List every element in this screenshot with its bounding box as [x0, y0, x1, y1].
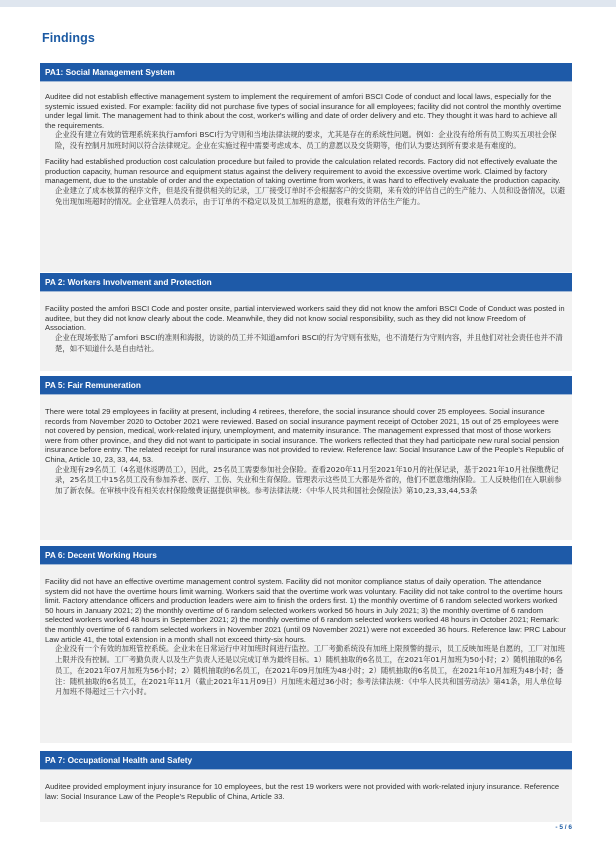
finding-text-en: Facility had established production cost calculation procedure but failed to provide the calculation related records. Factory did not effectively evaluate the production capacity, human resource and equipment status against the delivery requirement to avoid the excessive overtime work. Claimed by factory management, due to the unstable of order and the expectation of taking overtime from workers, it was hard to effectively evaluate the production capacity. — [45, 156, 561, 186]
section-header: PA 6: Decent Working Hours — [40, 546, 572, 565]
section-workers-involvement — [40, 273, 572, 371]
section-social-management-system — [40, 63, 572, 272]
section-occupational-health-safety — [40, 751, 572, 822]
section-body — [40, 395, 572, 540]
section-body — [40, 292, 572, 371]
section-header: PA 5: Fair Remuneration — [40, 376, 572, 395]
top-band — [0, 0, 616, 7]
section-header: PA 7: Occupational Health and Safety — [40, 751, 572, 770]
finding-text-cn: 企业建立了成本核算的程序文件，但是没有提供相关的记录，工厂接受订单时不会根据客户的交货期，来有效的评估自己的生产能力、人员和设备情况，以避免出现加班超时的情况。企业管理人员表示，由于订单的不稳定以及员工加班的意愿，很难有效的评估生产能力。 — [55, 185, 565, 206]
finding-text-cn: 企业没有建立有效的管理系统来执行amfori BSCI行为守则和当地法律法规的要求，尤其是存在的系统性问题。例如：企业没有给所有员工购买五项社会保险，没有控制月加班时间以符合法律规定。企业在实施过程中需要考虑成本、员工的意愿以及交货期等，他们认为要达到所有要求是有难度的。 — [55, 130, 557, 151]
section-body — [40, 770, 572, 822]
finding-text-en: There were total 29 employees in facility at present, including 4 retirees, therefore, the social insurance should cover 25 employees. Social insurance records from November 2020 to October 2021 were reviewed. Based on social insurance payment receipt of October 2021, 15 out of 25 employees were not covered by pension, medical, work-related injury, unemployment, and maternity insurance. The management expressed that most of those workers were from other province, and they did not want to participate in social insurance. The workers reflected that they had participate new rural social pension insurance before entry. The related receipt for rural insurance was not provided to review. Reference law: Social Insurance Law of the People's Republic of China, Article 10, 23, 33, 44, 53. — [45, 407, 564, 464]
finding-text-cn: 企业在现场张贴了amfori BSCI的准则和海报，访谈的员工并不知道amfori BSCI的行为守则有张贴，也不清楚行为守则内容，并且他们对社会责任也并不清楚，如不知道什么是自由结社。 — [55, 332, 563, 353]
finding-text-cn: 企业没有一个有效的加班管控系统。企业未在日常运行中对加班时间进行监控。工厂考勤系统没有加班上限预警的提示，员工反映加班是自愿的，工厂对加班上限并没有控制。工厂考勤负责人以及生产负责人还是以完成订单为最终目标。1）随机抽取的6名员工，在2021年01月加班为50小时；2）随机抽取的6名员工，在2021年07月加班为56小时；2）随机抽取的6名员工，在2021年09月加班为48小时；2）随机抽取的6名员工，在2021年10月加班为48小时；备注：随机抽取的6名员工，在2021年11月（截止2021年11月09日）月加班未超过36小时；参考法律法规：《中华人民共和国劳动法》第41条，用人单位每月加班不得超过三十六小时。 — [55, 644, 565, 697]
section-header: PA 2: Workers Involvement and Protection — [40, 273, 572, 292]
finding-text-en: Facility posted the amfori BSCI Code and poster onsite, partial interviewed workers said they did not know the amfori BSCI Code of Conduct was posted in auditee, but they did not know clearly about the code. Meanwhile, they did not know social responsibility, such as they did not know Freedom of Association. — [45, 304, 565, 333]
page-title: Findings — [42, 31, 95, 45]
finding-text-en: Auditee did not establish effective management system to implement the requirement of amfori BSCI Code of conduct and local laws, especially for the systemic issued existed. For example: facility did not purchase five types of social insurance for all employees; facility did not control the monthly overtime under legal limit. The management had to think about the cost, worker's willing and date of order delivery and etc. They thought it was hard to achieve all the requirements. — [45, 92, 562, 130]
section-body — [40, 565, 572, 743]
page-number: - 5 / 6 — [555, 824, 572, 831]
section-decent-working-hours — [40, 546, 572, 743]
finding-text-cn: 企业现有29名员工（4名退休返聘员工），因此，25名员工需要参加社会保险。查看2020年11月至2021年10月的社保记录，基于2021年10月社保缴费记录，25名员工中15名员工没有参加养老、医疗、工伤、失业和生育保险。管理表示这些员工大都是外省的，他们不愿意缴纳保险。工人反映他们在入职前参加了新农保。在审核中没有相关农村保险缴费证据提供审核。参考法律法规：《中华人民共和国社会保险法》第10,23,33,44,53条 — [55, 464, 562, 496]
finding-text-en: Auditee provided employment injury insurance for 10 employees, but the rest 19 workers were not provided with work-related injury insurance. Reference law: Social Insurance Law of the People's Republic of China, Article 33. — [45, 782, 560, 801]
section-fair-remuneration — [40, 376, 572, 540]
section-body — [40, 82, 572, 272]
section-header: PA1: Social Management System — [40, 63, 572, 82]
finding-text-en: Facility did not have an effective overtime management control system. Facility did not monitor compliance status of daily operation. The attendance system did not have the overtime hours limit warning. Workers said that the overtime work was voluntary. Facility did not take control to the overtime hours limit. Factory attendance officers and production leaders were aim to finish the orders first. 1) the monthly overtime of 6 random selected workers worked 50 hours in January 2021; 2) the monthly overtime of 6 random selected workers worked 56 hours in July 2021; 3) the monthly overtime of 6 random selected workers worked 48 hours in September 2021; 2) the monthly overtime of 6 random selected workers worked 48 hours in October 2021; Remark: the monthly overtime of 6 random selected workers in November 2021 (until 09 November 2021) were not exceeded 36 hours. Reference law: PRC Labour Law article 41, the total extension in a month shall not exceed thirty-six hours. — [45, 577, 566, 644]
